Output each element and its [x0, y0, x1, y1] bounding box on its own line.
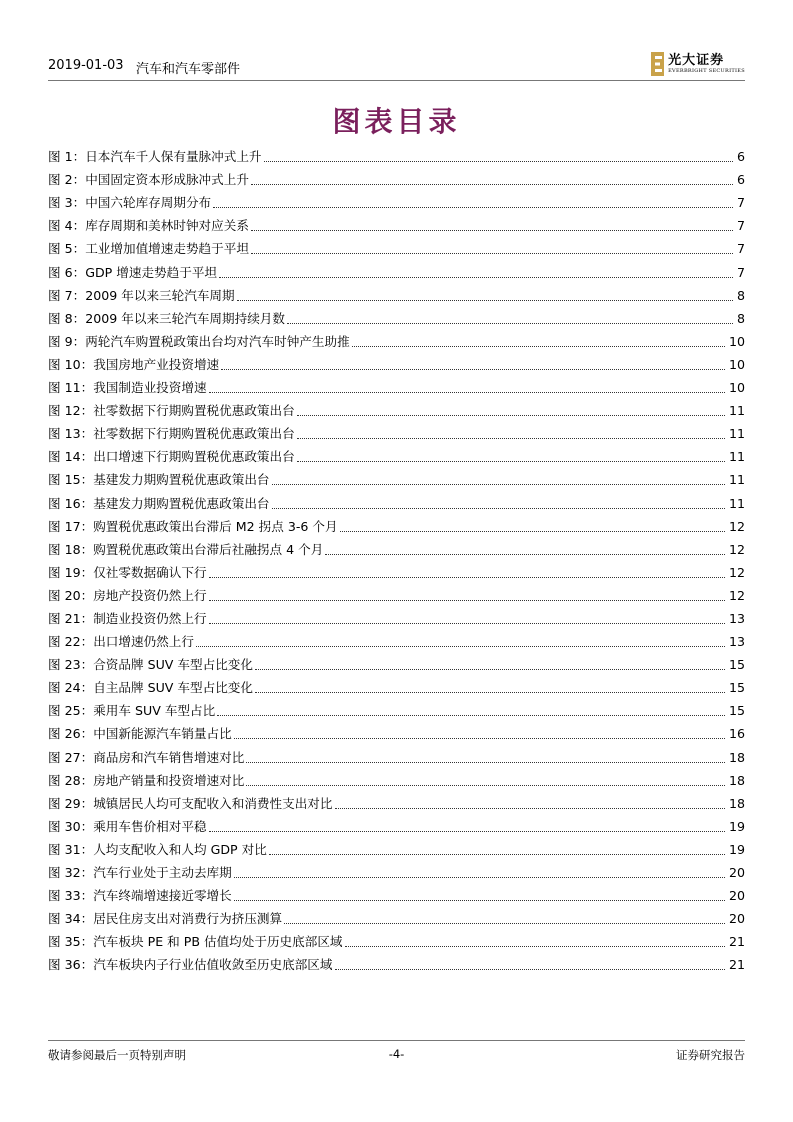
toc-entry[interactable] — [48, 696, 745, 719]
toc-entry-label: 图 10：我国房地产业投资增速 — [48, 356, 220, 372]
figure-list — [48, 142, 745, 973]
toc-entry[interactable] — [48, 142, 745, 165]
toc-dot-leader — [255, 691, 725, 693]
toc-entry[interactable] — [48, 742, 745, 765]
toc-entry[interactable] — [48, 165, 745, 188]
toc-entry[interactable] — [48, 673, 745, 696]
toc-dot-leader — [209, 391, 725, 393]
toc-entry-label: 图 33：汽车终端增速接近零增长 — [48, 888, 232, 904]
toc-entry-page: 12 — [728, 564, 745, 580]
toc-dot-leader — [297, 414, 725, 416]
toc-entry[interactable] — [48, 581, 745, 604]
toc-entry[interactable] — [48, 835, 745, 858]
toc-entry-page: 20 — [728, 888, 745, 904]
toc-dot-leader — [335, 968, 725, 970]
toc-entry[interactable] — [48, 927, 745, 950]
toc-entry-page: 11 — [728, 472, 745, 488]
disclaimer-note: 敬请参阅最后一页特别声明 — [48, 1048, 186, 1062]
toc-entry-label: 图 1：日本汽车千人保有量脉冲式上升 — [48, 149, 262, 165]
toc-entry-label: 图 2：中国固定资本形成脉冲式上升 — [48, 172, 249, 188]
toc-dot-leader — [352, 345, 725, 347]
toc-entry-label: 图 8：2009 年以来三轮汽车周期持续月数 — [48, 310, 285, 326]
toc-entry-page: 18 — [728, 795, 745, 811]
toc-dot-leader — [219, 276, 733, 278]
toc-entry-label: 图 23：合资品牌 SUV 车型占比变化 — [48, 657, 253, 673]
toc-entry[interactable] — [48, 327, 745, 350]
toc-dot-leader — [217, 714, 725, 716]
toc-entry[interactable] — [48, 488, 745, 511]
toc-entry-label: 图 30：乘用车售价相对平稳 — [48, 818, 207, 834]
toc-dot-leader — [287, 322, 733, 324]
toc-entry-page: 18 — [728, 772, 745, 788]
toc-entry-page: 11 — [728, 403, 745, 419]
toc-dot-leader — [255, 668, 725, 670]
toc-dot-leader — [209, 622, 725, 624]
toc-entry[interactable] — [48, 558, 745, 581]
toc-entry[interactable] — [48, 719, 745, 742]
toc-dot-leader — [284, 922, 725, 924]
industry-name: 汽车和汽车零部件 — [136, 62, 241, 77]
toc-entry-label: 图 27：商品房和汽车销售增速对比 — [48, 749, 245, 765]
toc-entry-label: 图 31：人均支配收入和人均 GDP 对比 — [48, 841, 267, 857]
toc-entry-label: 图 9：两轮汽车购置税政策出台均对汽车时钟产生助推 — [48, 333, 350, 349]
toc-entry[interactable] — [48, 211, 745, 234]
toc-dot-leader — [246, 761, 725, 763]
report-type: 证券研究报告 — [676, 1048, 745, 1062]
toc-entry-page: 19 — [728, 818, 745, 834]
toc-entry-label: 图 18：购置税优惠政策出台滞后社融拐点 4 个月 — [48, 541, 324, 557]
toc-entry[interactable] — [48, 234, 745, 257]
toc-entry-label: 图 5：工业增加值增速走势趋于平坦 — [48, 241, 249, 257]
toc-dot-leader — [272, 507, 725, 509]
logo-chinese-name: 光大证券 — [668, 53, 725, 68]
everbright-logo-icon — [651, 52, 664, 76]
toc-dot-leader — [251, 252, 733, 254]
toc-entry[interactable] — [48, 812, 745, 835]
toc-entry[interactable] — [48, 396, 745, 419]
toc-dot-leader — [272, 483, 725, 485]
toc-entry-label: 图 3：中国六轮库存周期分布 — [48, 195, 212, 211]
toc-entry[interactable] — [48, 373, 745, 396]
toc-entry-page: 21 — [728, 957, 745, 973]
toc-entry-page: 11 — [728, 495, 745, 511]
toc-entry-label: 图 26：中国新能源汽车销量占比 — [48, 726, 232, 742]
toc-entry[interactable] — [48, 858, 745, 881]
toc-dot-leader — [251, 183, 733, 185]
footer-divider — [48, 1040, 745, 1041]
page-header — [48, 53, 745, 80]
toc-dot-leader — [297, 437, 725, 439]
toc-entry-label: 图 13：社零数据下行期购置税优惠政策出台 — [48, 426, 295, 442]
toc-dot-leader — [213, 206, 733, 208]
toc-entry-label: 图 15：基建发力期购置税优惠政策出台 — [48, 472, 270, 488]
toc-entry-page: 15 — [728, 657, 745, 673]
toc-entry-page: 11 — [728, 426, 745, 442]
toc-entry-page: 13 — [728, 610, 745, 626]
toc-entry-page: 18 — [728, 749, 745, 765]
toc-entry-page: 10 — [728, 333, 745, 349]
toc-dot-leader — [237, 299, 733, 301]
toc-entry[interactable] — [48, 766, 745, 789]
toc-entry[interactable] — [48, 419, 745, 442]
toc-entry-label: 图 28：房地产销量和投资增速对比 — [48, 772, 245, 788]
company-logo — [651, 50, 745, 78]
toc-dot-leader — [345, 945, 725, 947]
toc-entry-page: 11 — [728, 449, 745, 465]
toc-dot-leader — [221, 368, 725, 370]
report-date: 2019-01-03 — [48, 58, 124, 73]
toc-dot-leader — [209, 830, 725, 832]
toc-entry-page: 13 — [728, 634, 745, 650]
toc-entry[interactable] — [48, 188, 745, 211]
toc-entry-page: 20 — [728, 911, 745, 927]
toc-entry[interactable] — [48, 881, 745, 904]
toc-entry[interactable] — [48, 904, 745, 927]
toc-entry[interactable] — [48, 604, 745, 627]
toc-entry[interactable] — [48, 257, 745, 280]
toc-dot-leader — [340, 530, 725, 532]
toc-entry[interactable] — [48, 950, 745, 973]
toc-entry-page: 12 — [728, 587, 745, 603]
toc-entry[interactable] — [48, 465, 745, 488]
toc-entry-page: 19 — [728, 841, 745, 857]
toc-entry-page: 15 — [728, 680, 745, 696]
toc-entry-label: 图 17：购置税优惠政策出台滞后 M2 拐点 3-6 个月 — [48, 518, 338, 534]
toc-dot-leader — [264, 160, 733, 162]
toc-entry-label: 图 19：仅社零数据确认下行 — [48, 564, 207, 580]
toc-entry-label: 图 25：乘用车 SUV 车型占比 — [48, 703, 216, 719]
toc-entry-page: 10 — [728, 380, 745, 396]
toc-entry-page: 12 — [728, 518, 745, 534]
toc-entry-label: 图 22：出口增速仍然上行 — [48, 634, 194, 650]
toc-dot-leader — [234, 899, 725, 901]
toc-dot-leader — [269, 853, 725, 855]
toc-entry-label: 图 16：基建发力期购置税优惠政策出台 — [48, 495, 270, 511]
toc-dot-leader — [246, 784, 725, 786]
toc-entry[interactable] — [48, 650, 745, 673]
toc-entry-page: 6 — [736, 172, 745, 188]
toc-entry[interactable] — [48, 442, 745, 465]
toc-dot-leader — [335, 807, 725, 809]
toc-dot-leader — [234, 876, 725, 878]
page-footer — [48, 1047, 745, 1065]
toc-entry[interactable] — [48, 789, 745, 812]
page-number: -4- — [388, 1047, 405, 1061]
toc-entry[interactable] — [48, 627, 745, 650]
toc-entry-page: 6 — [736, 149, 745, 165]
toc-entry-label: 图 35：汽车板块 PE 和 PB 估值均处于历史底部区域 — [48, 934, 343, 950]
toc-dot-leader — [325, 553, 725, 555]
toc-entry-page: 21 — [728, 934, 745, 950]
toc-entry[interactable] — [48, 535, 745, 558]
toc-entry-label: 图 11：我国制造业投资增速 — [48, 380, 207, 396]
toc-entry-label: 图 24：自主品牌 SUV 车型占比变化 — [48, 680, 253, 696]
toc-entry-label: 图 14：出口增速下行期购置税优惠政策出台 — [48, 449, 295, 465]
toc-entry-label: 图 21：制造业投资仍然上行 — [48, 610, 207, 626]
toc-entry-page: 15 — [728, 703, 745, 719]
toc-entry[interactable] — [48, 350, 745, 373]
toc-dot-leader — [209, 599, 725, 601]
toc-dot-leader — [251, 229, 733, 231]
toc-entry-label: 图 20：房地产投资仍然上行 — [48, 587, 207, 603]
toc-entry-page: 8 — [736, 310, 745, 326]
toc-entry-label: 图 12：社零数据下行期购置税优惠政策出台 — [48, 403, 295, 419]
toc-entry-page: 12 — [728, 541, 745, 557]
page-title: 图表目录 — [332, 105, 461, 138]
toc-dot-leader — [297, 460, 725, 462]
toc-entry-page: 10 — [728, 356, 745, 372]
toc-entry-label: 图 32：汽车行业处于主动去库期 — [48, 865, 232, 880]
toc-dot-leader — [234, 737, 725, 739]
toc-entry-label: 图 36：汽车板块内子行业估值收敛至历史底部区域 — [48, 957, 333, 973]
toc-entry[interactable] — [48, 512, 745, 535]
toc-dot-leader — [209, 576, 725, 578]
toc-entry-label: 图 34：居民住房支出对消费行为挤压测算 — [48, 911, 283, 927]
toc-entry-page: 7 — [736, 241, 745, 257]
toc-entry-page: 8 — [736, 287, 745, 303]
toc-dot-leader — [196, 645, 725, 647]
toc-entry-page: 7 — [736, 195, 745, 211]
toc-entry-label: 图 7：2009 年以来三轮汽车周期 — [48, 287, 235, 303]
toc-entry-label: 图 6：GDP 增速走势趋于平坦 — [48, 264, 218, 280]
toc-entry-page: 16 — [728, 726, 745, 742]
toc-entry[interactable] — [48, 281, 745, 304]
toc-entry[interactable] — [48, 304, 745, 327]
toc-entry-page: 7 — [736, 218, 745, 234]
logo-english-name: EVERBRIGHT SECURITIES — [668, 68, 745, 74]
toc-entry-page: 7 — [736, 264, 745, 280]
toc-entry-label: 图 4：库存周期和美林时钟对应关系 — [48, 218, 249, 234]
toc-entry-page: 20 — [728, 865, 745, 880]
header-divider — [48, 80, 745, 81]
toc-entry-label: 图 29：城镇居民人均可支配收入和消费性支出对比 — [48, 795, 333, 811]
